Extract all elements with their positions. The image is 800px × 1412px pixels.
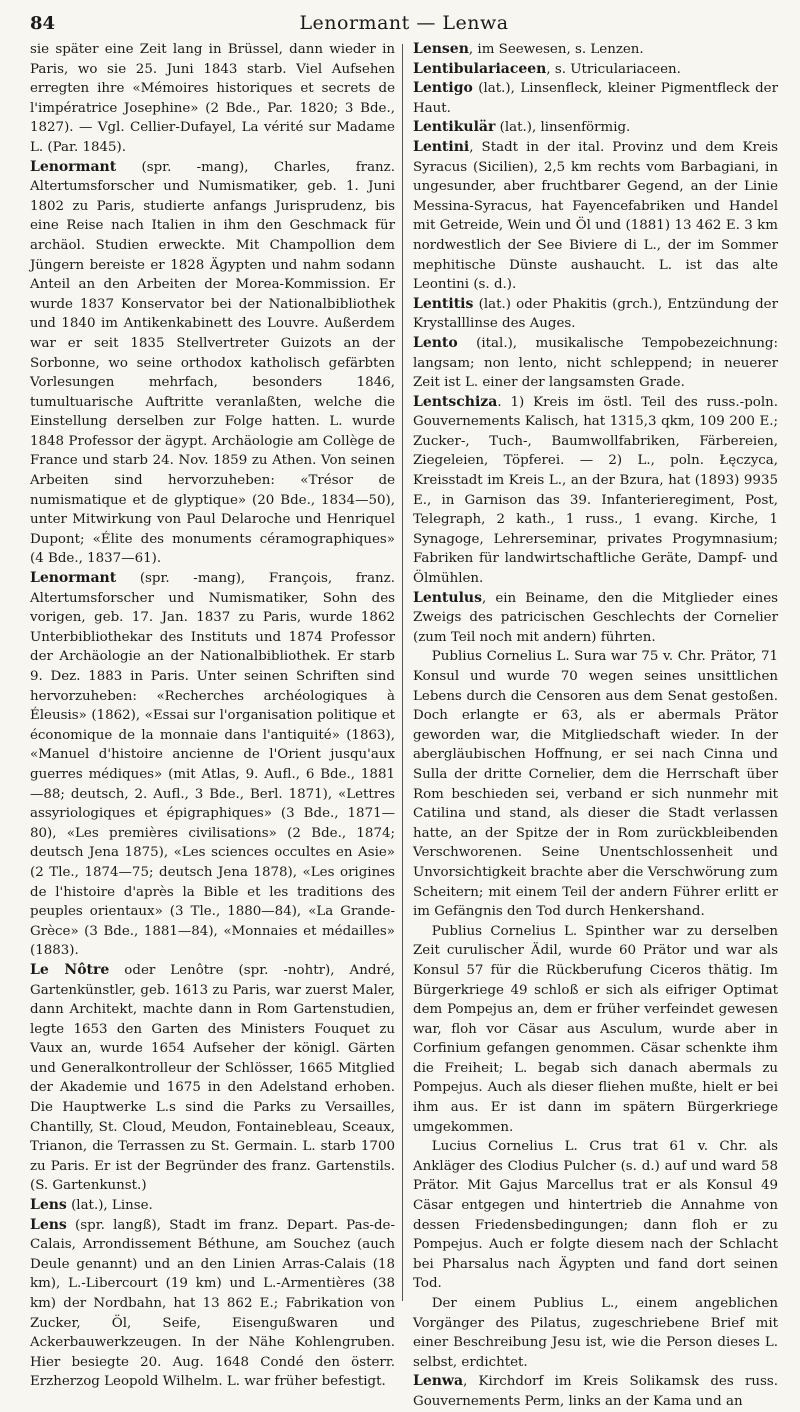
entry-headword: Lens — [30, 1197, 67, 1214]
right-column — [403, 40, 778, 1409]
dictionary-entry — [413, 393, 778, 589]
dictionary-entry — [413, 589, 778, 648]
entry-headword: Le Nôtre — [30, 961, 110, 978]
entry-headword: Lenwa — [413, 1373, 464, 1390]
entry-text: Der einem Publius L., einem angeblichen Vorgänger des Pilatus, zugeschriebene Brief mit einer Beschreibung Jesu ist, wie die Person dieses L. selbst, erdichtet. — [413, 1296, 778, 1370]
dictionary-entry — [30, 1196, 395, 1216]
entry-headword: Lento — [413, 334, 458, 351]
dictionary-entry — [413, 295, 778, 334]
two-column-body — [30, 40, 778, 1409]
dictionary-entry — [30, 158, 395, 569]
entry-headword: Lentibulariaceen — [413, 60, 547, 77]
entry-headword: Lentulus — [413, 589, 482, 606]
entry-headword: Lens — [30, 1216, 67, 1233]
entry-text: Lucius Cornelius L. Crus trat 61 v. Chr. als Ankläger des Clodius Pulcher (s. d.) auf und ward 58 Prätor. Mit Gajus Marcellus trat er als Konsul 49 Cäsar entgegen und hintertrieb die Annahme von dessen Friedensbedingungen; dann floh er zu Pompejus. Auch er folgte diesem nach der Schlacht bei Pharsalus nach Ägypten und fand dort seinen Tod. — [413, 1139, 778, 1292]
dictionary-entry — [30, 569, 395, 961]
entry-headword: Lentitis — [413, 295, 474, 312]
dictionary-entry — [30, 1216, 395, 1392]
entry-headword: Lensen — [413, 41, 469, 57]
dictionary-entry — [413, 79, 778, 118]
entry-text: , im Seewesen, s. Lenzen. — [468, 42, 644, 57]
dictionary-entry — [413, 138, 778, 295]
entry-text: (lat.), Linsenfleck, kleiner Pigmentfleck der Haut. — [413, 81, 778, 116]
entry-text: (spr. -mang), François, franz. Altertumsforscher und Numismatiker, Sohn des vorigen, geb. 17. Jan. 1837 zu Paris, wurde 1862 Unterbibliothekar des Instituts und 1874 Professor der Archäologie an der Nationalbibliothek. Er starb 9. Dez. 1883 in Paris. Unter seinen Schriften sind hervorzuheben: «Recherches archéologiques à Éleusis» (1862), «Essai sur l'organisation politique et économique de la monnaie dans l'antiquité» (1863), «Manuel d'histoire ancienne de l'Orient jusqu'aux guerres médiques» (mit Atlas, 9. Aufl., 6 Bde., 1881—88; deutsch, 2. Aufl., 3 Bde., Berl. 1871), «Lettres assyriologiques et épigraphiques» (3 Bde., 1871—80), «Les premières civilisations» (2 Bde., 1874; deutsch Jena 1875), «Les sciences occultes en Asie» (2 Tle., 1874—75; deutsch Jena 1878), «Les origines de l'histoire d'après la Bible et les traditions des peuples orientaux» (3 Tle., 1880—84), «La Grande-Grèce» (3 Bde., 1881—84), «Monnaies et médailles» (1883). — [30, 571, 395, 959]
dictionary-entry — [413, 1372, 778, 1411]
left-column — [30, 40, 402, 1390]
dictionary-entry — [30, 40, 395, 158]
page-number: 84 — [30, 12, 56, 34]
entry-text: , Kirchdorf im Kreis Solikamsk des russ. Gouvernements Perm, links an der Kama und an — [413, 1374, 778, 1409]
running-title: Lenormant — Lenwa — [299, 12, 509, 34]
entry-text: (spr. langß), Stadt im franz. Depart. Pas-de-Calais, Arrondissement Béthune, am Souchez (auch Deule genannt) und an den Linien Arras-Calais (18 km), L.-Libercourt (19 km) und L.-Armentières (38 km) der Nordbahn, hat 13 862 E.; Fabrikation von Zucker, Öl, Seife, Eisengußwaren und Ackerbauwerkzeugen. In der Nähe Kohlengruben. Hier besiegte 20. Aug. 1648 Condé den österr. Erzherzog Leopold Wilhelm. L. war früher befestigt. — [30, 1217, 395, 1390]
dictionary-entry — [413, 922, 778, 1138]
entry-text: oder Lenôtre (spr. -nohtr), André, Gartenkünstler, geb. 1613 zu Paris, war zuerst Maler, dann Architekt, machte dann in Rom Gartenstudien, legte 1653 den Garten des Ministers Fouquet zu Vaux an, wurde 1654 Aufseher der königl. Gärten und Generalkontrolleur der Schlösser, 1665 Mitglied der Akademie und 1675 in den Adelstand erhoben. Die Hauptwerke L.s sind die Parks zu Versailles, Chantilly, St. Cloud, Meudon, Fontainebleau, Sceaux, Trianon, die Terrassen zu St. Germain. L. starb 1700 zu Paris. Er ist der Begründer des franz. Gartenstils. (S. Gartenkunst.) — [30, 962, 395, 1194]
entry-headword: Lenormant — [30, 570, 117, 587]
dictionary-entry — [413, 1294, 778, 1372]
dictionary-entry — [413, 118, 778, 138]
entry-text: Publius Cornelius L. Sura war 75 v. Chr. Prätor, 71 Konsul und wurde 70 wegen seines unsittlichen Lebens durch die Censoren aus dem Senat gestoßen. Doch erlangte er 63, als er abermals Prätor geworden war, die Mitgliedschaft wieder. In der abergläubischen Hoffnung, er sei nach Cinna und Sulla der dritte Cornelier, dem die Herrschaft über Rom beschieden sei, verband er sich nunmehr mit Catilina und stand, als dieser die Stadt verlassen hatte, an der Spitze der in Rom zurückbleibenden Verschworenen. Seine Unentschlossenheit und Unvorsichtigkeit brachte aber die Verschwörung zum Scheitern; mit einem Teil der andern Führer erlitt er im Gefängnis den Tod durch Henkershand. — [413, 649, 778, 920]
entry-headword: Lenormant — [30, 158, 117, 175]
entry-text: (lat.), linsenförmig. — [495, 120, 631, 136]
entry-headword: Lentikulär — [413, 119, 496, 136]
entry-text: , ein Beiname, den die Mitglieder eines Zweigs des patricischen Geschlechts der Cornelier (zum Teil noch mit andern) führten. — [413, 590, 778, 645]
entry-text: Publius Cornelius L. Spinther war zu derselben Zeit curulischer Ädil, wurde 60 Prätor und war als Konsul 57 für die Rückberufung Ciceros thätig. Im Bürgerkriege 49 schloß er sich als eifriger Optimat dem Pompejus an, dem er früher verfeindet gewesen war, floh vor Cäsar aus Asculum, wurde aber in Corfinium gefangen genommen. Cäsar schenkte ihm die Freiheit; L. begab sich danach abermals zu Pompejus. Auch als dieser fliehen mußte, hielt er bei ihm aus. Er ist dann im spätern Bürgerkriege umgekommen. — [413, 923, 778, 1135]
dictionary-entry — [413, 334, 778, 393]
entry-text: sie später eine Zeit lang in Brüssel, dann wieder in Paris, wo sie 25. Juni 1843 starb. Viel Aufsehen erregten ihre «Mémoires historiques et secrets de l'impératrice Josephine» (2 Bde., Par. 1820; 3 Bde., 1827). — Vgl. Cellier-Dufayel, La vérité sur Madame L. (Par. 1845). — [30, 42, 395, 155]
entry-text: , s. Utriculariaceen. — [546, 61, 681, 77]
entry-headword: Lentigo — [413, 80, 473, 97]
entry-text: , Stadt in der ital. Provinz und dem Kreis Syracus (Sicilien), 2,5 km rechts vom Barbagiani, in ungesunder, aber fruchtbarer Gegend, an der Linie Messina-Syracus, hat Fayencefabriken und Handel mit Getreide, Wein und Öl und (1881) 13 462 E. 3 km nordwestlich der See Biviere di L., der im Sommer mephitische Dünste aushaucht. L. ist das alte Leontini (s. d.). — [413, 139, 778, 293]
entry-text: (lat.), Linse. — [66, 1198, 153, 1214]
entry-text: (ital.), musikalische Tempobezeichnung: langsam; non lento, nicht schleppend; in neuerer Zeit ist L. einer der langsamsten Grade. — [413, 335, 778, 391]
entry-headword: Lentschiza — [413, 393, 498, 410]
dictionary-entry — [413, 1137, 778, 1294]
dictionary-entry — [413, 647, 778, 921]
dictionary-entry — [30, 961, 395, 1196]
entry-text: (spr. -mang), Charles, franz. Altertumsforscher und Numismatiker, geb. 1. Juni 1802 zu Paris, studierte anfangs Jurisprudenz, bis eine Reise nach Italien in ihm den Geschmack für archäol. Studien erweckte. Mit Champollion dem Jüngern bereiste er 1828 Ägypten und nahm sodann Anteil an den Arbeiten der Morea-Kommission. Er wurde 1837 Konservator bei der Nationalbibliothek und 1840 im Antikenkabinett des Louvre. Außerdem war er seit 1835 Stellvertreter Guizots an der Sorbonne, wo seine orthodox katholisch gefärbten Vorlesungen mehrfach, besonders 1846, tumultuarische Auftritte veranlaßten, welche die Einstellung derselben zur Folge hatten. L. wurde 1848 Professor der ägypt. Archäologie am Collège de France und starb 24. Nov. 1859 zu Athen. Von seinen Arbeiten sind hervorzuheben: «Trésor de numismatique et de glyptique» (20 Bde., 1834—50), unter Mitwirkung von Paul Delaroche und Henriquel Dupont; «Élite des monuments céramographiques» (4 Bde., 1837—61). — [30, 159, 395, 567]
entry-headword: Lentini — [413, 138, 470, 155]
page-header — [30, 6, 778, 40]
dictionary-entry — [413, 60, 778, 80]
entry-text: . 1) Kreis im östl. Teil des russ.-poln. Gouvernements Kalisch, hat 1315,3 qkm, 109 200 E.; Zucker-, Tuch-, Baumwollfabriken, Färbereien, Ziegeleien, Töpferei. — 2) L., poln. Łęczyca, Kreisstadt im Kreis L., an der Bzura, hat (1893) 9935 E., in Garnison das 39. Infanterieregiment, Post, Telegraph, 2 kath., 1 russ., 1 evang. Kirche, 1 Synagoge, Lehrerseminar, privates Progymnasium; Fabriken für landwirtschaftliche Geräte, Dampf- und Ölmühlen. — [413, 394, 778, 587]
entry-text: (lat.) oder Phakitis (grch.), Entzündung der Krystalllinse des Auges. — [413, 296, 778, 332]
dictionary-entry — [413, 40, 778, 60]
